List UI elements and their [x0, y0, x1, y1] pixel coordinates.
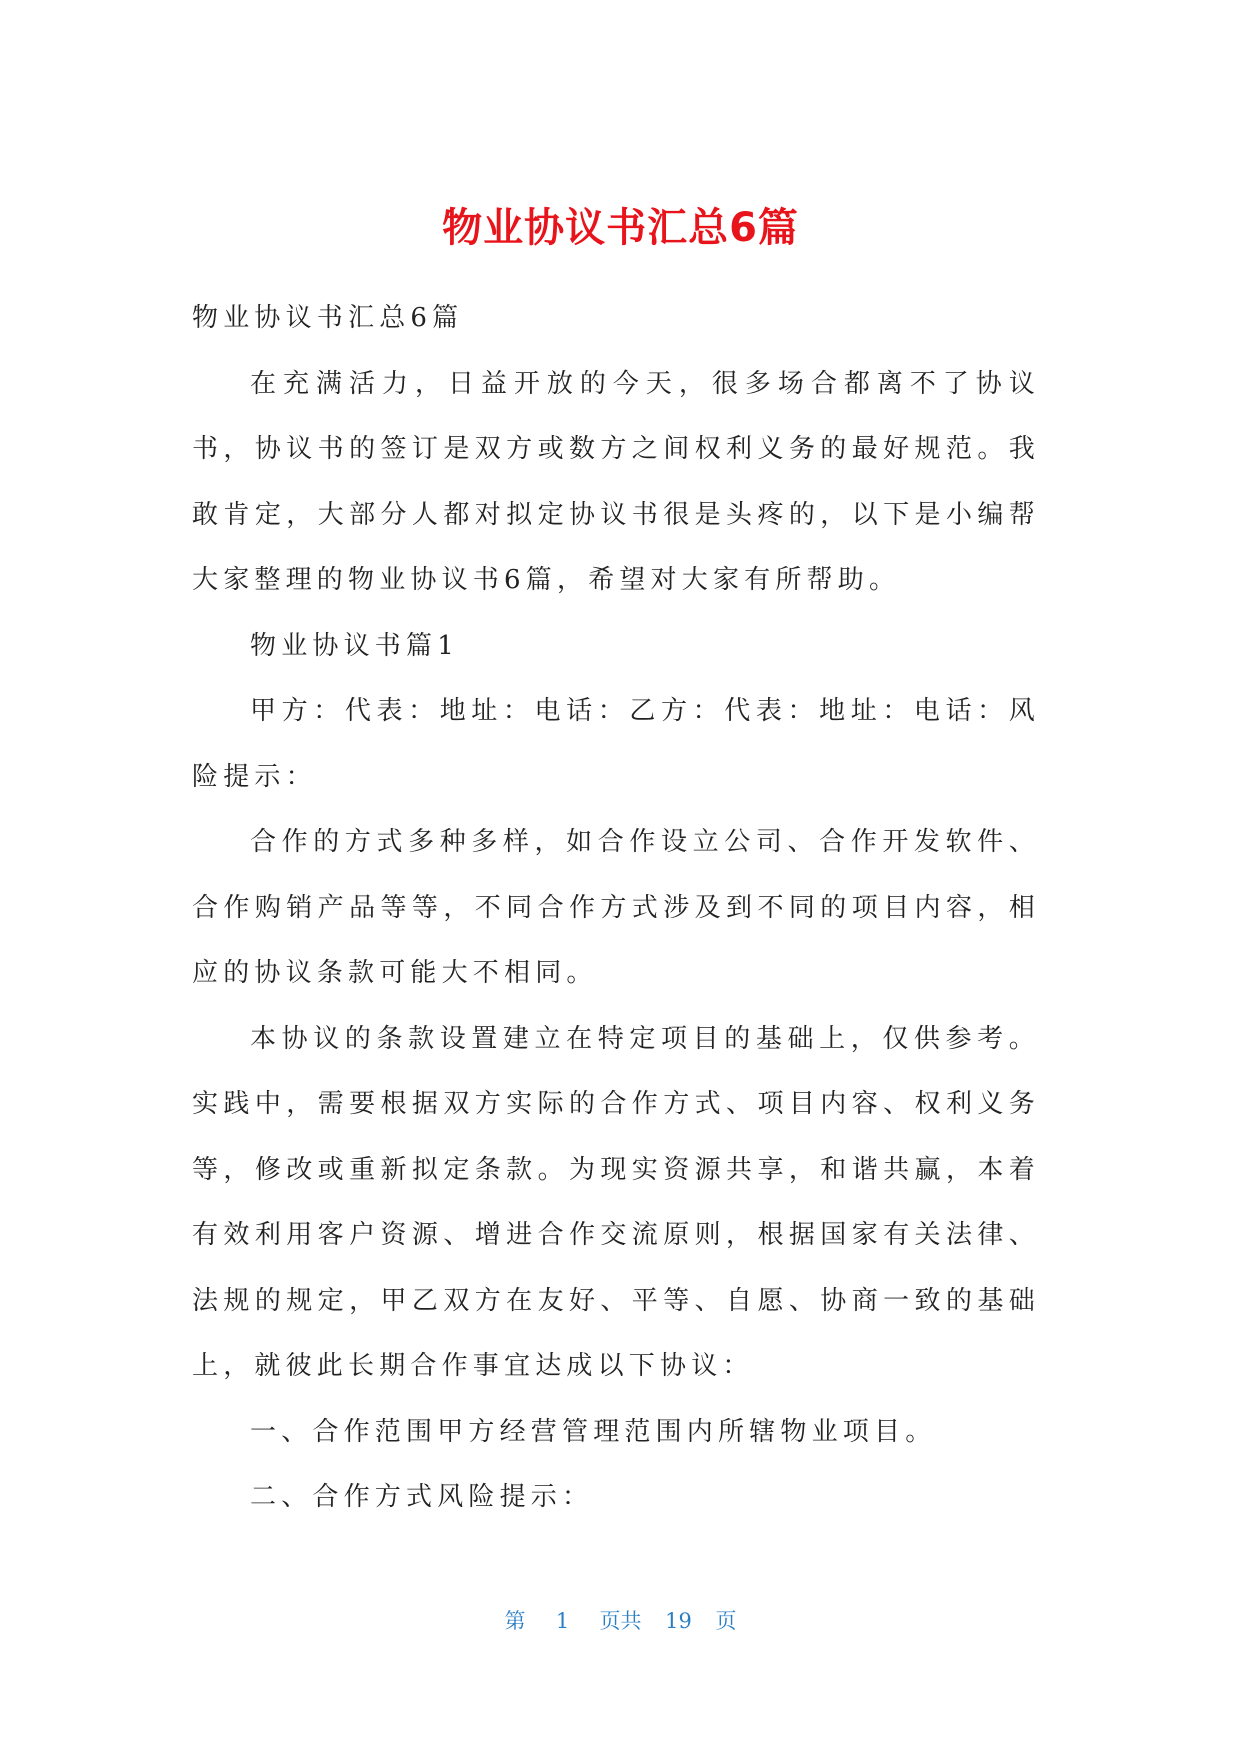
total-page-count: 19	[665, 1609, 692, 1633]
parties-paragraph: 甲方：代表：地址：电话：乙方：代表：地址：电话：风险提示：	[192, 696, 1040, 792]
intro-paragraph: 在充满活力，日益开放的今天，很多场合都离不了协议书，协议书的签订是双方或数方之间权利义务的最好规范。我敢肯定，大部分人都对拟定协议书很是头疼的，以下是小编帮大家整理的物业协议书6篇，希望对大家有所帮助。	[192, 368, 1040, 595]
footer-suffix: 页	[715, 1609, 737, 1633]
current-page-number: 1	[555, 1609, 570, 1633]
document-title: 物业协议书汇总6篇	[442, 205, 799, 251]
section-heading: 物业协议书篇1	[250, 630, 459, 661]
footer-prefix: 第	[504, 1609, 526, 1633]
body-paragraph: 本协议的条款设置建立在特定项目的基础上，仅供参考。实践中，需要根据双方实际的合作方式、项目内容、权利义务等，修改或重新拟定条款。为现实资源共享，和谐共赢，本着有效利用客户资源、增进合作交流原则，根据国家有关法律、法规的规定，甲乙双方在友好、平等、自愿、协商一致的基础上，就彼此长期合作事宜达成以下协议：	[192, 1023, 1040, 1381]
footer-middle: 页共	[599, 1609, 642, 1633]
clause-paragraph: 一、合作范围甲方经营管理范围内所辖物业项目。	[250, 1416, 937, 1447]
document-body	[192, 286, 1040, 1531]
page-footer	[0, 1606, 1241, 1636]
clause-paragraph: 二、合作方式风险提示：	[250, 1482, 594, 1512]
body-paragraph: 合作的方式多种多样，如合作设立公司、合作开发软件、合作购销产品等等，不同合作方式涉及到不同的项目内容，相应的协议条款可能大不相同。	[192, 827, 1040, 988]
subtitle-paragraph: 物业协议书汇总6篇	[192, 303, 464, 333]
